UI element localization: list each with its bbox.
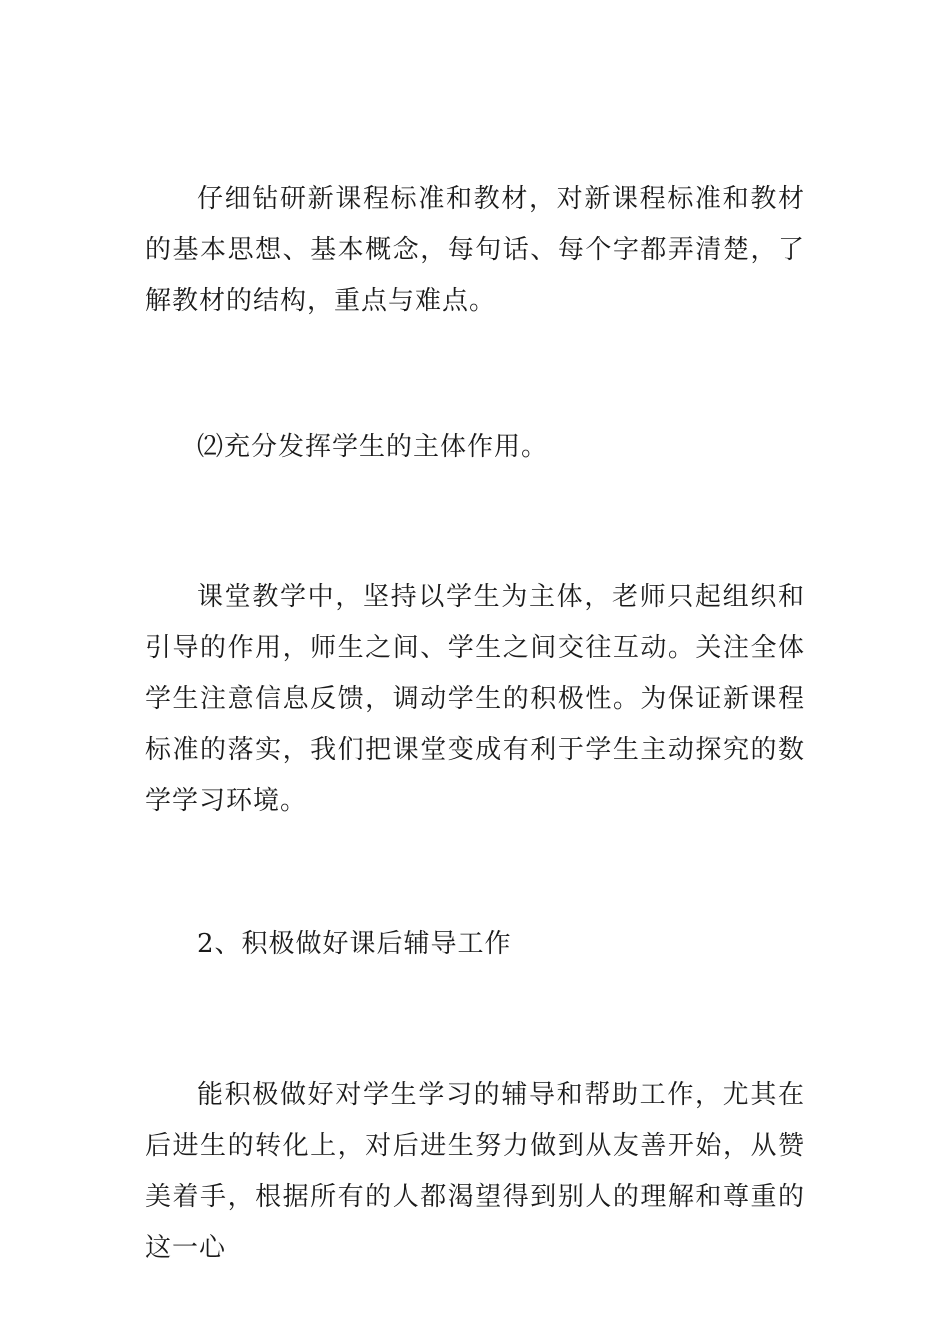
section-heading-after-class-tutoring: 2、积极做好课后辅导工作	[197, 929, 512, 959]
subheading-student-role: ⑵充分发挥学生的主体作用。	[197, 432, 549, 462]
paragraph-study-curriculum: 仔细钻研新课程标准和教材，对新课程标准和教材的基本思想、基本概念，每句话、每个字都弄清楚，了解教材的结构，重点与难点。	[145, 184, 805, 316]
paragraph-tutoring-work: 能积极做好对学生学习的辅导和帮助工作，尤其在后进生的转化上，对后进生努力做到从友善开始，从赞美着手，根据所有的人都渴望得到别人的理解和尊重的这一心	[145, 1080, 805, 1263]
paragraph-classroom-teaching: 课堂教学中，坚持以学生为主体，老师只起组织和引导的作用，师生之间、学生之间交往互动。关注全体学生注意信息反馈，调动学生的积极性。为保证新课程标准的落实，我们把课堂变成有利于学生主动探究的数学学习环境。	[145, 582, 805, 816]
